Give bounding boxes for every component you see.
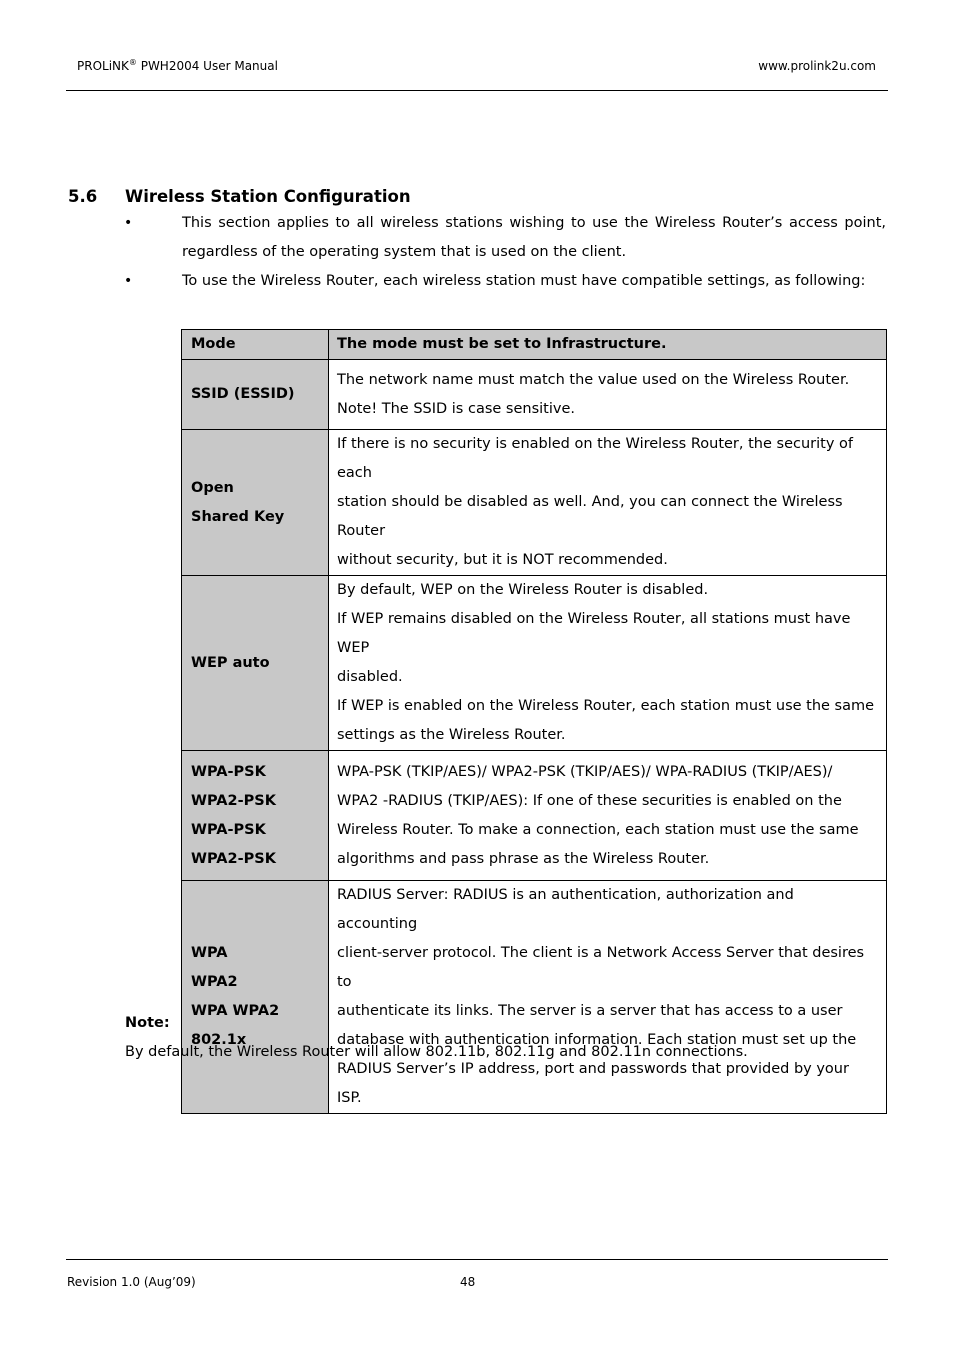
header-manual-title (77, 59, 278, 73)
page-number: 48 (460, 1275, 476, 1289)
row-label-cell (182, 430, 329, 576)
footer-revision: Revision 1.0 (Aug’09) (67, 1275, 196, 1289)
row-label-cell (182, 881, 329, 1114)
bullet-text: To use the Wireless Router, each wireless station must have compatible settings, as following: (182, 273, 866, 289)
row-description-cell (329, 430, 887, 576)
row-label: SSID (ESSID) (191, 386, 295, 402)
row-label-cell (182, 751, 329, 881)
row-description-cell (329, 751, 887, 881)
section-heading (68, 187, 411, 206)
header-website: www.prolink2u.com (758, 59, 876, 73)
row-label: Shared Key (191, 508, 285, 525)
description-line: WPA-PSK (TKIP/AES)/ WPA2-PSK (TKIP/AES)/ WPA-RADIUS (TKIP/AES)/ (337, 763, 833, 780)
description-line: RADIUS Server: RADIUS is an authentication, authorization and accounting (337, 887, 794, 932)
row-description-cell (329, 576, 887, 751)
row-label: WPA-PSK (191, 821, 266, 838)
row-description-cell (329, 881, 887, 1114)
description-line: The network name must match the value used on the Wireless Router. (337, 371, 850, 388)
description-line: If WEP is enabled on the Wireless Router, each station must use the same (337, 698, 875, 714)
note-body: By default, the Wireless Router will allow 802.11b, 802.11g and 802.11n connections. (125, 1044, 748, 1060)
row-description-cell (329, 360, 887, 430)
section-title: Wireless Station Configuration (125, 187, 411, 206)
description-line: without security, but it is NOT recommended. (337, 552, 668, 568)
bullet-text: This section applies to all wireless stations wishing to use the Wireless Router’s access point, regardless of the operating system that is used on the client. (182, 215, 886, 260)
description-line: Note! The SSID is case sensitive. (337, 400, 575, 417)
row-label: WPA2-PSK (191, 850, 276, 867)
row-label: Open (191, 479, 234, 496)
bullet-icon: • (124, 273, 133, 289)
table-row (182, 576, 887, 751)
table-header-row (182, 330, 887, 360)
row-label: WEP auto (191, 654, 270, 671)
description-line: By default, WEP on the Wireless Router is disabled. (337, 582, 709, 598)
section-number: 5.6 (68, 187, 98, 206)
description-line: algorithms and pass phrase as the Wireless Router. (337, 850, 710, 867)
header-divider (66, 90, 888, 91)
header-manual-name: PWH2004 User Manual (136, 59, 278, 73)
table-row (182, 430, 887, 576)
description-line: client-server protocol. The client is a Network Access Server that desires to (337, 945, 865, 990)
row-label: WPA2-PSK (191, 792, 276, 809)
row-label-cell (182, 360, 329, 430)
description-line: database with authentication information. Each station must set up the (337, 1032, 857, 1048)
table-header-value: The mode must be set to Infrastructure. (329, 330, 887, 360)
station-settings-table (181, 329, 887, 1114)
row-label: WPA2 (191, 974, 238, 990)
bullet-item (124, 267, 886, 296)
table-header-label: Mode (182, 330, 329, 360)
description-line: disabled. (337, 669, 403, 685)
row-label: WPA-PSK (191, 763, 266, 780)
registered-mark: ® (128, 58, 137, 67)
description-line: If there is no security is enabled on the Wireless Router, the security of each (337, 436, 853, 481)
description-line: RADIUS Server’s IP address, port and passwords that provided by your ISP. (337, 1061, 849, 1106)
footer-divider (66, 1259, 888, 1260)
table-row (182, 751, 887, 881)
description-line: Wireless Router. To make a connection, each station must use the same (337, 821, 859, 838)
description-line: settings as the Wireless Router. (337, 727, 566, 743)
row-label-cell (182, 576, 329, 751)
description-line: authenticate its links. The server is a server that has access to a user (337, 1003, 843, 1019)
intro-bullet-list (124, 209, 886, 296)
description-line: station should be disabled as well. And, you can connect the Wireless Router (337, 494, 843, 539)
bullet-item (124, 209, 886, 267)
header-brand: PROLiNK (77, 59, 129, 73)
row-label: WPA (191, 945, 228, 961)
bullet-icon: • (124, 215, 133, 231)
row-label: 802.1x (191, 1032, 247, 1048)
note-title: Note: (125, 1015, 170, 1031)
description-line: WPA2 -RADIUS (TKIP/AES): If one of these securities is enabled on the (337, 792, 842, 809)
table-row (182, 881, 887, 1114)
row-label: WPA WPA2 (191, 1003, 280, 1019)
description-line: If WEP remains disabled on the Wireless Router, all stations must have WEP (337, 611, 851, 656)
table-row (182, 360, 887, 430)
